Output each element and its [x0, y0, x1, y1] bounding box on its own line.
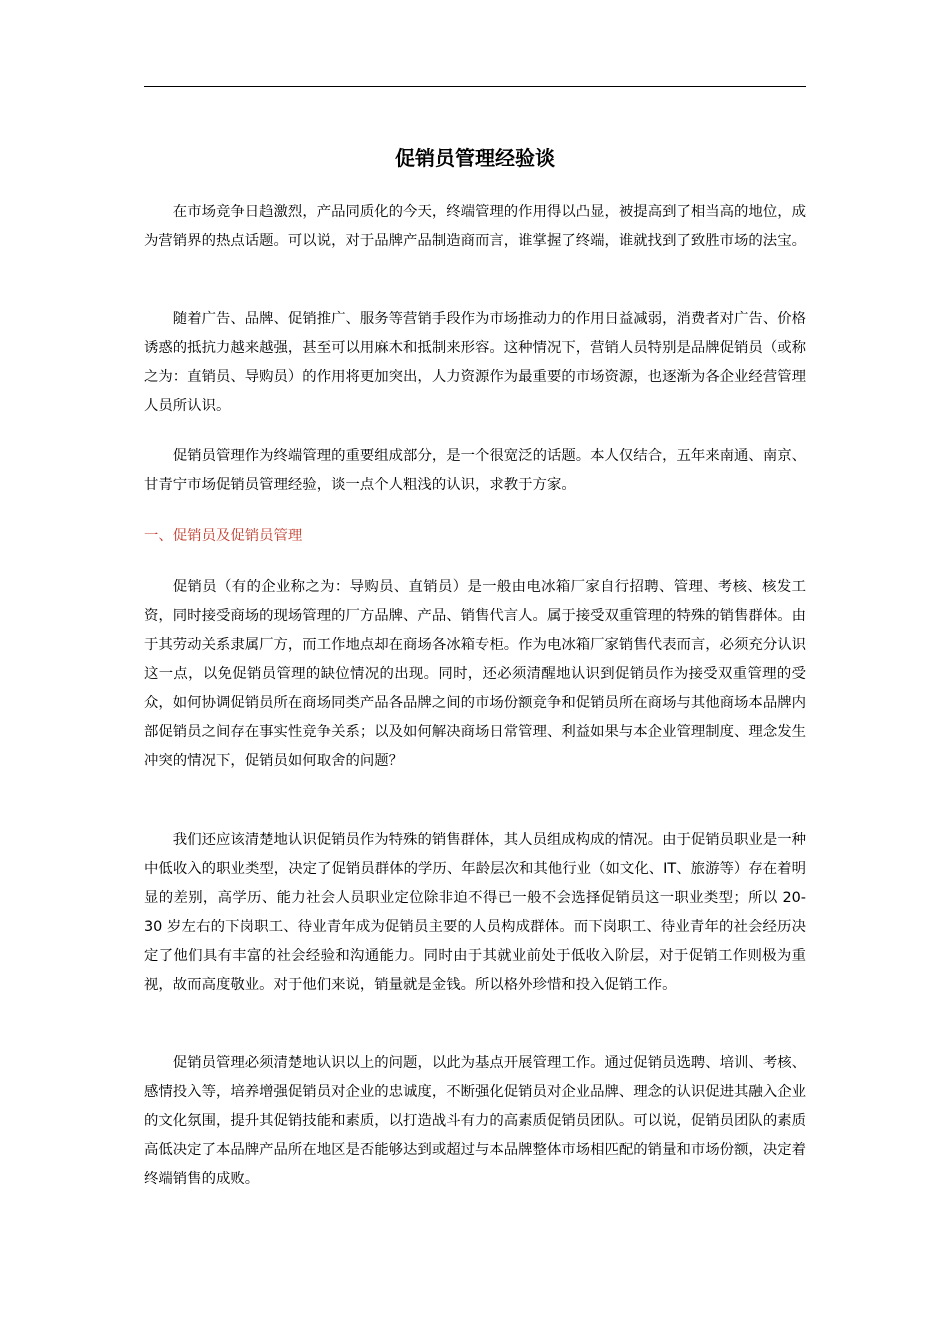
- section-paragraph-2: 我们还应该清楚地认识促销员作为特殊的销售群体，其人员组成构成的情况。由于促销员职业是一种中低收入的职业类型，决定了促销员群体的学历、年龄层次和其他行业（如文化、IT、旅游等）存在着明显的差别，高学历、能力社会人员职业定位除非迫不得已一般不会选择促销员这一职业类型；所以 20-30 岁左右的下岗职工、待业青年成为促销员主要的人员构成群体。而下岗职工、待业青年的社会经历决定了他们具有丰富的社会经验和沟通能力。同时由于其就业前处于低收入阶层，对于促销工作则极为重视，故而高度敬业。对于他们来说，销量就是金钱。所以格外珍惜和投入促销工作。: [144, 832, 806, 993]
- document-title: 促销员管理经验谈: [395, 146, 555, 170]
- section-paragraph-3: 促销员管理必须清楚地认识以上的问题，以此为基点开展管理工作。通过促销员选聘、培训、考核、感情投入等，培养增强促销员对企业的忠诚度，不断强化促销员对企业品牌、理念的认识促进其融入企业的文化氛围，提升其促销技能和素质，以打造战斗有力的高素质促销员团队。可以说，促销员团队的素质高低决定了本品牌产品所在地区是否能够达到或超过与本品牌整体市场相匹配的销量和市场份额，决定着终端销售的成败。: [144, 1055, 806, 1187]
- intro-paragraph-1: 在市场竞争日趋激烈，产品同质化的今天，终端管理的作用得以凸显，被提高到了相当高的地位，成为营销界的热点话题。可以说，对于品牌产品制造商而言，谁掌握了终端，谁就找到了致胜市场的法宝。: [144, 204, 806, 249]
- intro-paragraph-2: 随着广告、品牌、促销推广、服务等营销手段作为市场推动力的作用日益减弱，消费者对广告、价格诱惑的抵抗力越来越强，甚至可以用麻木和抵制来形容。这种情况下，营销人员特别是品牌促销员（或称之为：直销员、导购员）的作用将更加突出，人力资源作为最重要的市场资源，也逐渐为各企业经营管理人员所认识。: [144, 311, 806, 414]
- section-heading: 一、促销员及促销员管理: [144, 528, 303, 544]
- intro-paragraph-3: 促销员管理作为终端管理的重要组成部分，是一个很宽泛的话题。本人仅结合，五年来南通、南京、甘青宁市场促销员管理经验，谈一点个人粗浅的认识，求教于方家。: [144, 448, 806, 493]
- section-paragraph-1: 促销员（有的企业称之为：导购员、直销员）是一般由电冰箱厂家自行招聘、管理、考核、核发工资，同时接受商场的现场管理的厂方品牌、产品、销售代言人。属于接受双重管理的特殊的销售群体。由于其劳动关系隶属厂方，而工作地点却在商场各冰箱专柜。作为电冰箱厂家销售代表而言，必须充分认识这一点，以免促销员管理的缺位情况的出现。同时，还必须清醒地认识到促销员作为接受双重管理的受众，如何协调促销员所在商场同类产品各品牌之间的市场份额竞争和促销员所在商场与其他商场本品牌内部促销员之间存在事实性竞争关系；以及如何解决商场日常管理、利益如果与本企业管理制度、理念发生冲突的情况下，促销员如何取舍的问题？: [144, 579, 806, 769]
- header-rule: [144, 86, 806, 87]
